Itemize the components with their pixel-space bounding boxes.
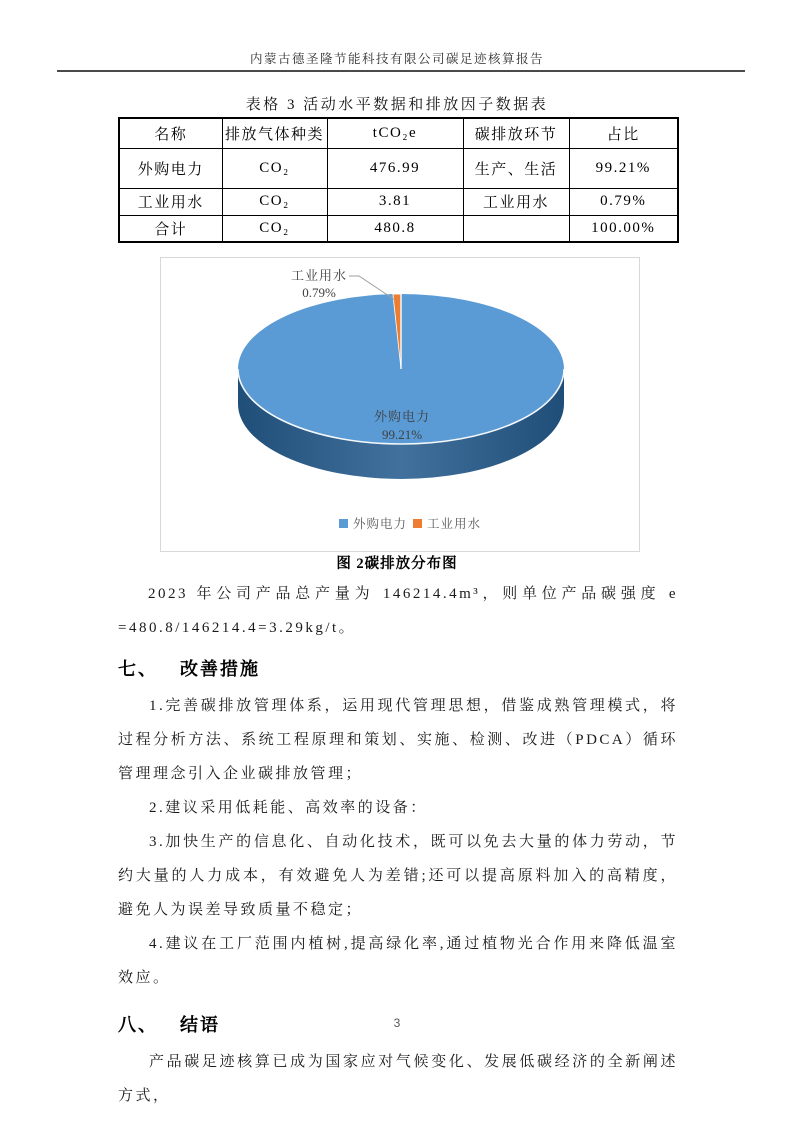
slice-value: 99.21% — [381, 427, 423, 442]
legend-label-electricity: 外购电力 — [353, 517, 408, 531]
table-cell: 外购电力 — [119, 148, 222, 188]
pie-chart — [161, 258, 639, 551]
running-header: 内蒙古德圣隆节能科技有限公司碳足迹核算报告 — [249, 52, 544, 66]
table-cell: 合计 — [119, 215, 222, 242]
table-cell: 480.8 — [327, 215, 463, 242]
header-rule — [57, 70, 745, 72]
legend-swatch-electricity — [339, 519, 348, 528]
table-cell: 100.00% — [569, 215, 678, 242]
section-heading-improvements — [118, 655, 678, 681]
table-cell: 3.81 — [327, 188, 463, 215]
callout-value: 0.79% — [302, 285, 336, 300]
table-cell: 0.79% — [569, 188, 678, 215]
emission-data-table — [118, 117, 679, 243]
section-number: 七、 — [118, 659, 158, 679]
table-cell — [463, 215, 569, 242]
body-text — [118, 577, 678, 1113]
section-title: 改善措施 — [180, 659, 260, 679]
table-cell: CO₂ — [222, 148, 327, 188]
intensity-paragraph-line1: 2023 年公司产品总产量为 146214.4m³，则单位产品碳强度 e — [148, 586, 678, 602]
figure-caption: 图 2碳排放分布图 — [336, 556, 458, 572]
legend-label-water: 工业用水 — [427, 517, 482, 531]
table-header-row — [119, 118, 678, 148]
table-cell: 99.21% — [569, 148, 678, 188]
table-cell: 工业用水 — [463, 188, 569, 215]
pie-chart-frame — [160, 257, 640, 552]
slice-label: 外购电力 — [373, 409, 431, 424]
legend-swatch-water — [413, 519, 422, 528]
table-cell: CO₂ — [222, 215, 327, 242]
improvement-item-1: 1.完善碳排放管理体系，运用现代管理思想，借鉴成熟管理模式，将过程分析方法、系统工程原理和策划、实施、检测、改进（PDCA）循环管理理念引入企业碳排放管理； — [118, 698, 678, 782]
page-number: 3 — [393, 1016, 401, 1030]
improvement-item-2: 2.建议采用低耗能、高效率的设备： — [149, 800, 428, 816]
table-cell: 工业用水 — [119, 188, 222, 215]
intensity-paragraph-line2: =480.8/146214.4=3.29kg/t。 — [118, 620, 357, 636]
section-title: 结语 — [180, 1015, 220, 1035]
col-header: tCO₂e — [327, 118, 463, 148]
col-header: 碳排放环节 — [463, 118, 569, 148]
col-header: 占比 — [569, 118, 678, 148]
improvement-item-4: 4.建议在工厂范围内植树,提高绿化率,通过植物光合作用来降低温室效应。 — [118, 936, 678, 986]
table-cell: 生产、生活 — [463, 148, 569, 188]
conclusion-paragraph: 产品碳足迹核算已成为国家应对气候变化、发展低碳经济的全新阐述方式， — [118, 1054, 678, 1104]
table-caption: 表格 3 活动水平数据和排放因子数据表 — [245, 97, 549, 113]
table-row — [119, 148, 678, 188]
col-header: 名称 — [119, 118, 222, 148]
improvement-item-3: 3.加快生产的信息化、自动化技术，既可以免去大量的体力劳动，节约大量的人力成本，有效避免人为差错;还可以提高原料加入的高精度，避免人为误差导致质量不稳定； — [118, 834, 678, 918]
table-cell: 476.99 — [327, 148, 463, 188]
table-row — [119, 188, 678, 215]
table-row-total — [119, 215, 678, 242]
table-cell: CO₂ — [222, 188, 327, 215]
section-number: 八、 — [118, 1015, 158, 1035]
callout-label: 工业用水 — [290, 268, 348, 283]
col-header: 排放气体种类 — [222, 118, 327, 148]
